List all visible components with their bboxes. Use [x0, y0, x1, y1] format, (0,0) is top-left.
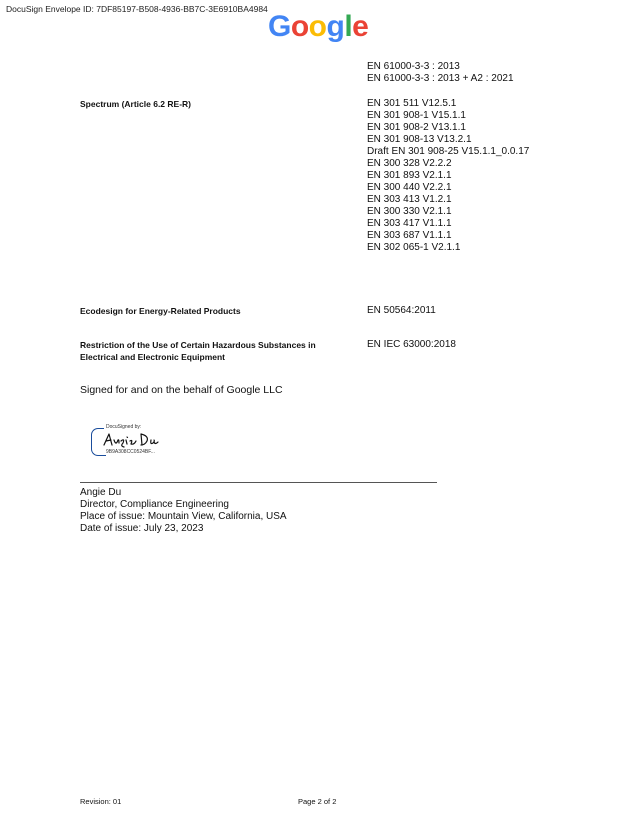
footer-page-number: Page 2 of 2 [298, 797, 337, 806]
standard-item: EN 301 908-1 V15.1.1 [367, 110, 466, 121]
footer-revision: Revision: 01 [80, 797, 122, 806]
signer-details [80, 487, 287, 535]
standard-item: EN 301 893 V2.1.1 [367, 170, 452, 181]
docusigned-by-label: DocuSigned by: [106, 424, 142, 430]
standard-item: EN 300 440 V2.2.1 [367, 182, 452, 193]
standard-item: Draft EN 301 908-25 V15.1.1_0.0.17 [367, 146, 530, 157]
place-of-issue: Place of issue: Mountain View, California, USA [80, 511, 287, 522]
standard-item: EN 301 511 V12.5.1 [367, 98, 457, 109]
standard-item: EN 61000-3-3 : 2013 [367, 61, 460, 72]
standard-item: EN 301 908-2 V13.1.1 [367, 122, 466, 133]
handwritten-signature [101, 431, 163, 449]
standard-item: EN 300 328 V2.2.2 [367, 158, 452, 169]
google-logo [268, 10, 368, 44]
signer-name: Angie Du [80, 487, 122, 498]
standard-item: EN 303 413 V1.2.1 [367, 194, 452, 205]
standard-item: EN IEC 63000:2018 [367, 339, 456, 350]
continued-standards-list [367, 61, 514, 85]
standard-item: EN 61000-3-3 : 2013 + A2 : 2021 [367, 73, 514, 84]
category-label: Spectrum (Article 6.2 RE-R) [80, 99, 191, 109]
standards-list [367, 305, 436, 317]
category-label: Ecodesign for Energy-Related Products [80, 306, 241, 316]
logo-letter: o [290, 10, 309, 43]
logo-letter: l [344, 10, 353, 43]
standard-item: EN 303 687 V1.1.1 [367, 230, 452, 241]
standards-list [367, 98, 529, 254]
signed-statement: Signed for and on the behalf of Google LLC [80, 384, 283, 396]
standard-item: EN 50564:2011 [367, 305, 436, 316]
signature-hash: 9B9A308CC0524BF... [106, 449, 155, 455]
date-of-issue: Date of issue: July 23, 2023 [80, 523, 204, 534]
logo-letter: G [268, 10, 291, 43]
logo-letter: o [308, 10, 327, 43]
logo-letter: g [326, 10, 345, 43]
logo-letter: e [352, 10, 369, 43]
standard-item: EN 303 417 V1.1.1 [367, 218, 452, 229]
signature-line [80, 482, 437, 483]
docusign-signature-block [91, 424, 181, 456]
standard-item: EN 300 330 V2.1.1 [367, 206, 452, 217]
docusign-envelope-id: DocuSign Envelope ID: 7DF85197-B508-4936-BB7C-3E6910BA4984 [6, 4, 268, 14]
standard-item: EN 302 065-1 V2.1.1 [367, 242, 461, 253]
standards-list [367, 339, 456, 351]
standard-item: EN 301 908-13 V13.2.1 [367, 134, 472, 145]
signer-title: Director, Compliance Engineering [80, 499, 229, 510]
category-label: Restriction of the Use of Certain Hazardous Substances in Electrical and Electronic Equipment [80, 340, 316, 362]
